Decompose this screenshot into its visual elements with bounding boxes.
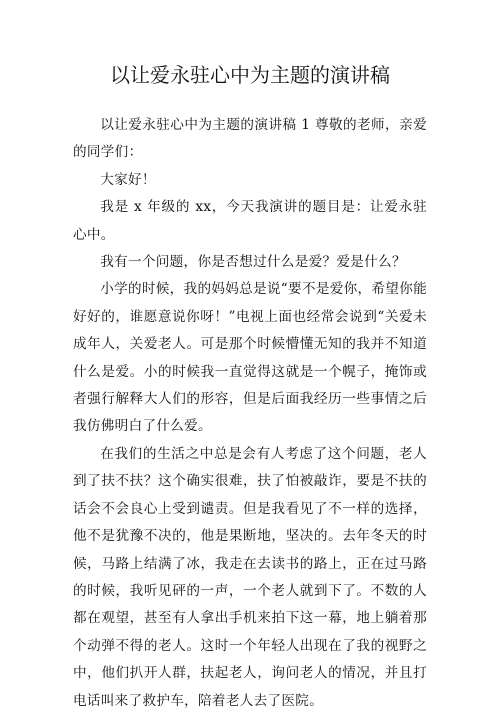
- paragraph: 大家好！: [100, 171, 156, 188]
- paragraph: 小学的时候，我的妈妈总是说“要不是爱你，希望你能好好的，谁愿意说你呀！”电视上面也经常会说到“关爱未成年人，关爱老人。可是那个时候懵懂无知的我并不知道什么是爱。小的时候我一直觉得这就是一个幌子，掩饰或者强行解释大人们的形容，但是后面我经历一些事情之后我仿佛明白了什么爱。: [73, 281, 427, 435]
- paragraph: 在我们的生活之中总是会有人考虑了这个问题，老人到了扶不扶？这个确实很难，扶了怕被敲诈，要是不扶的话会不会良心上受到谴责。但是我看见了不一样的选择，他不是犹豫不决的，他是果断地，坚决的。去年冬天的时候，马路上结满了冰，我走在去读书的路上，正在过马路的时候，我听见砰的一声，一个老人就到下了。不数的人都在观望，甚至有人拿出手机来拍下这一幕，地上躺着那个动弹不得的老人。这时一个年轻人出现在了我的视野之中，他们扒开人群，扶起老人，询问老人的情况，并且打电话叫来了救护车，陪着老人去了医院。: [73, 445, 427, 709]
- document-body: [73, 112, 427, 715]
- paragraph: 我是 x 年级的 xx，今天我演讲的题目是：让爱永驻心中。: [73, 199, 427, 243]
- document-title: 以让爱永驻心中为主题的演讲稿: [110, 63, 390, 87]
- paragraph: 以让爱永驻心中为主题的演讲稿 1 尊敬的老师，亲爱的同学们：: [73, 117, 427, 161]
- paragraph: 我有一个问题，你是否想过什么是爱？爱是什么？: [100, 254, 406, 271]
